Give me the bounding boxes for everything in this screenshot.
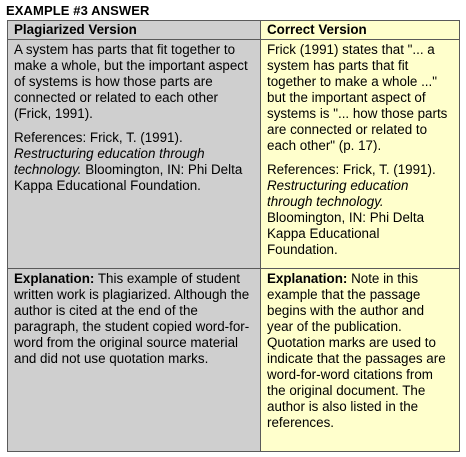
plagiarized-references xyxy=(14,130,254,194)
plagiarized-explanation-label: Explanation: xyxy=(14,271,95,286)
versions-row xyxy=(8,40,460,269)
explanation-row xyxy=(8,269,460,452)
correct-ref-title: Restructuring education through technology. xyxy=(267,178,409,209)
plagiarized-passage: A system has parts that fit together to make a whole, but the important aspect of systems is how those parts are connected or related to each other (Frick, 1991). xyxy=(14,42,248,121)
correct-explanation-label: Explanation: xyxy=(267,271,348,286)
correct-explanation xyxy=(267,271,453,431)
example-title: EXAMPLE #3 ANSWER xyxy=(6,3,150,18)
plagiarized-explanation xyxy=(14,271,254,367)
correct-passage: Frick (1991) states that "... a system has parts that fit together to make a whole ..." but the important aspect of systems is "... how those parts are connected or related to each other" (p. 17). xyxy=(267,42,448,153)
correct-ref-rest: Bloomington, IN: Phi Delta Kappa Educational Foundation. xyxy=(267,210,425,257)
correct-ref-lead: References: Frick, T. (1991). xyxy=(267,162,436,177)
plagiarized-version-header: Plagiarized Version xyxy=(8,21,261,40)
plagiarized-explanation-cell xyxy=(8,269,261,452)
header-row xyxy=(8,21,460,40)
correct-version-cell xyxy=(261,40,460,269)
correct-version-header: Correct Version xyxy=(261,21,460,40)
correct-explanation-cell xyxy=(261,269,460,452)
plagiarized-ref-lead: References: Frick, T. (1991). xyxy=(14,130,183,145)
plagiarized-ref-rest: Bloomington, IN: Phi Delta Kappa Educational Foundation. xyxy=(14,162,243,193)
plagiarized-explanation-text: This example of student written work is plagiarized. Although the author is cited at the end of the paragraph, the student copied word-for-word from the original source material and did not use quotation marks. xyxy=(14,271,250,366)
comparison-table xyxy=(7,20,460,452)
plagiarized-version-cell xyxy=(8,40,261,269)
correct-references xyxy=(267,162,453,258)
correct-explanation-text: Note in this example that the passage begins with the author and year of the publication. Quotation marks are used to indicate that the passages are word-for-word citations from the original document. The author is also listed in the references. xyxy=(267,271,446,430)
plagiarized-ref-title: Restructuring education through technology. xyxy=(14,146,205,177)
